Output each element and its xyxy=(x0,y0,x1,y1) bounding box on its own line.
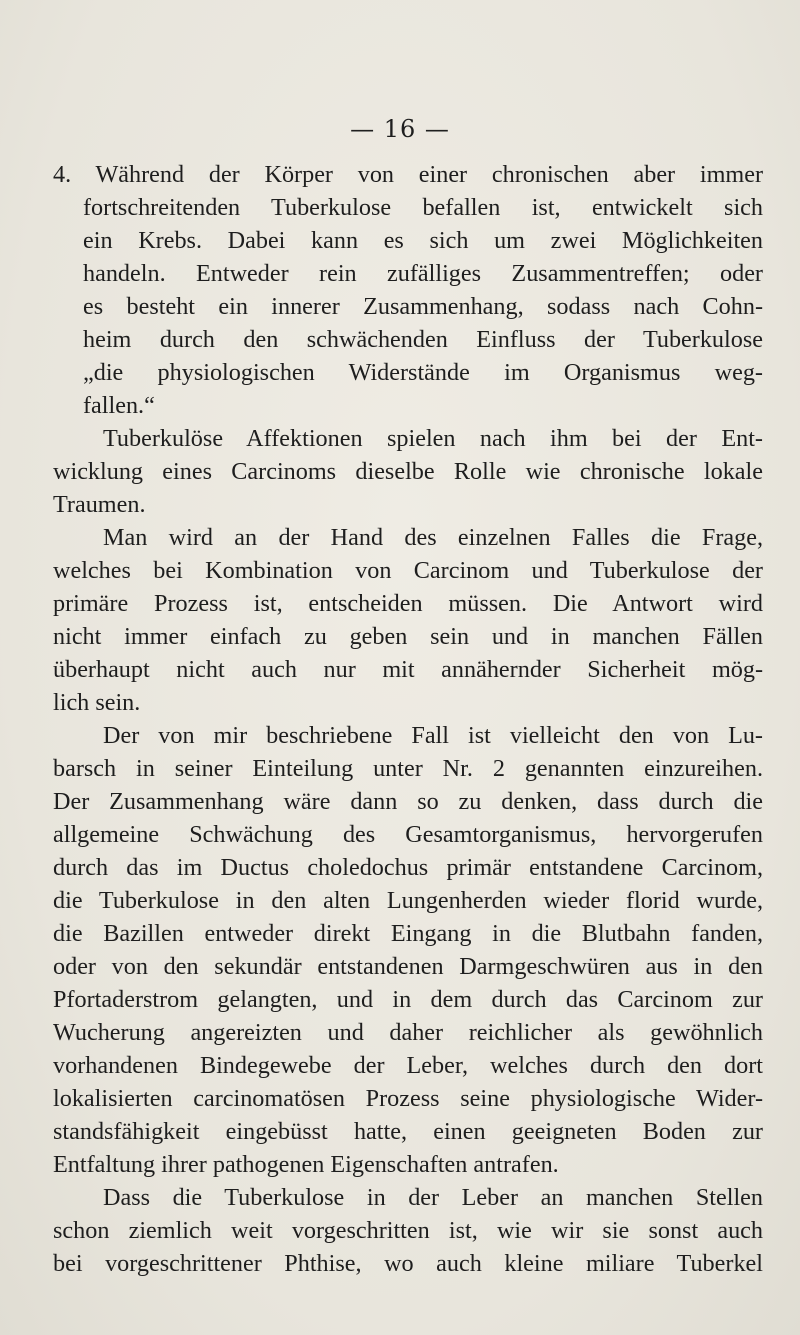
text-line: welches bei Kombination von Carcinom und Tuberkulose der xyxy=(53,557,763,584)
text-line: ein Krebs. Dabei kann es sich um zwei Möglichkeiten xyxy=(83,227,763,254)
text-line: Wucherung angereizten und daher reichlicher als gewöhnlich xyxy=(53,1019,763,1046)
text-line: wicklung eines Carcinoms dieselbe Rolle wie chronische lokale xyxy=(53,458,763,485)
text-line: bei vorgeschrittener Phthise, wo auch kleine miliare Tuberkel xyxy=(53,1250,763,1277)
text-line: vorhandenen Bindegewebe der Leber, welches durch den dort xyxy=(53,1052,763,1079)
text-line: fortschreitenden Tuberkulose befallen ist, entwickelt sich xyxy=(83,194,763,221)
text-line: schon ziemlich weit vorgeschritten ist, wie wir sie sonst auch xyxy=(53,1217,763,1244)
text-line: Entfaltung ihrer pathogenen Eigenschaften antrafen. xyxy=(53,1151,559,1178)
text-line: handeln. Entweder rein zufälliges Zusammentreffen; oder xyxy=(83,260,763,287)
text-line: lich sein. xyxy=(53,689,141,716)
text-line: oder von den sekundär entstandenen Darmgeschwüren aus in den xyxy=(53,953,763,980)
text-line: lokalisierten carcinomatösen Prozess seine physiologische Wider- xyxy=(53,1085,763,1112)
text-line: überhaupt nicht auch nur mit annähernder Sicherheit mög- xyxy=(53,656,763,683)
text-line: 4. Während der Körper von einer chronischen aber immer xyxy=(53,161,763,188)
text-line: heim durch den schwächenden Einfluss der Tuberkulose xyxy=(83,326,763,353)
text-line: „die physiologischen Widerstände im Organismus weg- xyxy=(83,359,763,386)
text-line: fallen.“ xyxy=(83,392,155,419)
text-line: Dass die Tuberkulose in der Leber an manchen Stellen xyxy=(103,1184,763,1211)
text-line: barsch in seiner Einteilung unter Nr. 2 genannten einzureihen. xyxy=(53,755,763,782)
text-line: Tuberkulöse Affektionen spielen nach ihm bei der Ent- xyxy=(103,425,763,452)
text-line: nicht immer einfach zu geben sein und in manchen Fällen xyxy=(53,623,763,650)
text-line: durch das im Ductus choledochus primär entstandene Carcinom, xyxy=(53,854,763,881)
text-line: die Tuberkulose in den alten Lungenherden wieder florid wurde, xyxy=(53,887,763,914)
text-line: es besteht ein innerer Zusammenhang, sodass nach Cohn- xyxy=(83,293,763,320)
text-line: Pfortaderstrom gelangten, und in dem durch das Carcinom zur xyxy=(53,986,763,1013)
text-line: primäre Prozess ist, entscheiden müssen. Die Antwort wird xyxy=(53,590,763,617)
text-line: Der von mir beschriebene Fall ist vielleicht den von Lu- xyxy=(103,722,763,749)
text-line: Traumen. xyxy=(53,491,146,518)
page-number: — 16 — xyxy=(350,115,450,143)
text-line: Man wird an der Hand des einzelnen Falles die Frage, xyxy=(103,524,763,551)
text-line: Der Zusammenhang wäre dann so zu denken, dass durch die xyxy=(53,788,763,815)
text-line: allgemeine Schwächung des Gesamtorganismus, hervorgerufen xyxy=(53,821,763,848)
text-line: die Bazillen entweder direkt Eingang in die Blutbahn fanden, xyxy=(53,920,763,947)
text-line: standsfähigkeit eingebüsst hatte, einen geeigneten Boden zur xyxy=(53,1118,763,1145)
body-text xyxy=(53,158,763,1280)
